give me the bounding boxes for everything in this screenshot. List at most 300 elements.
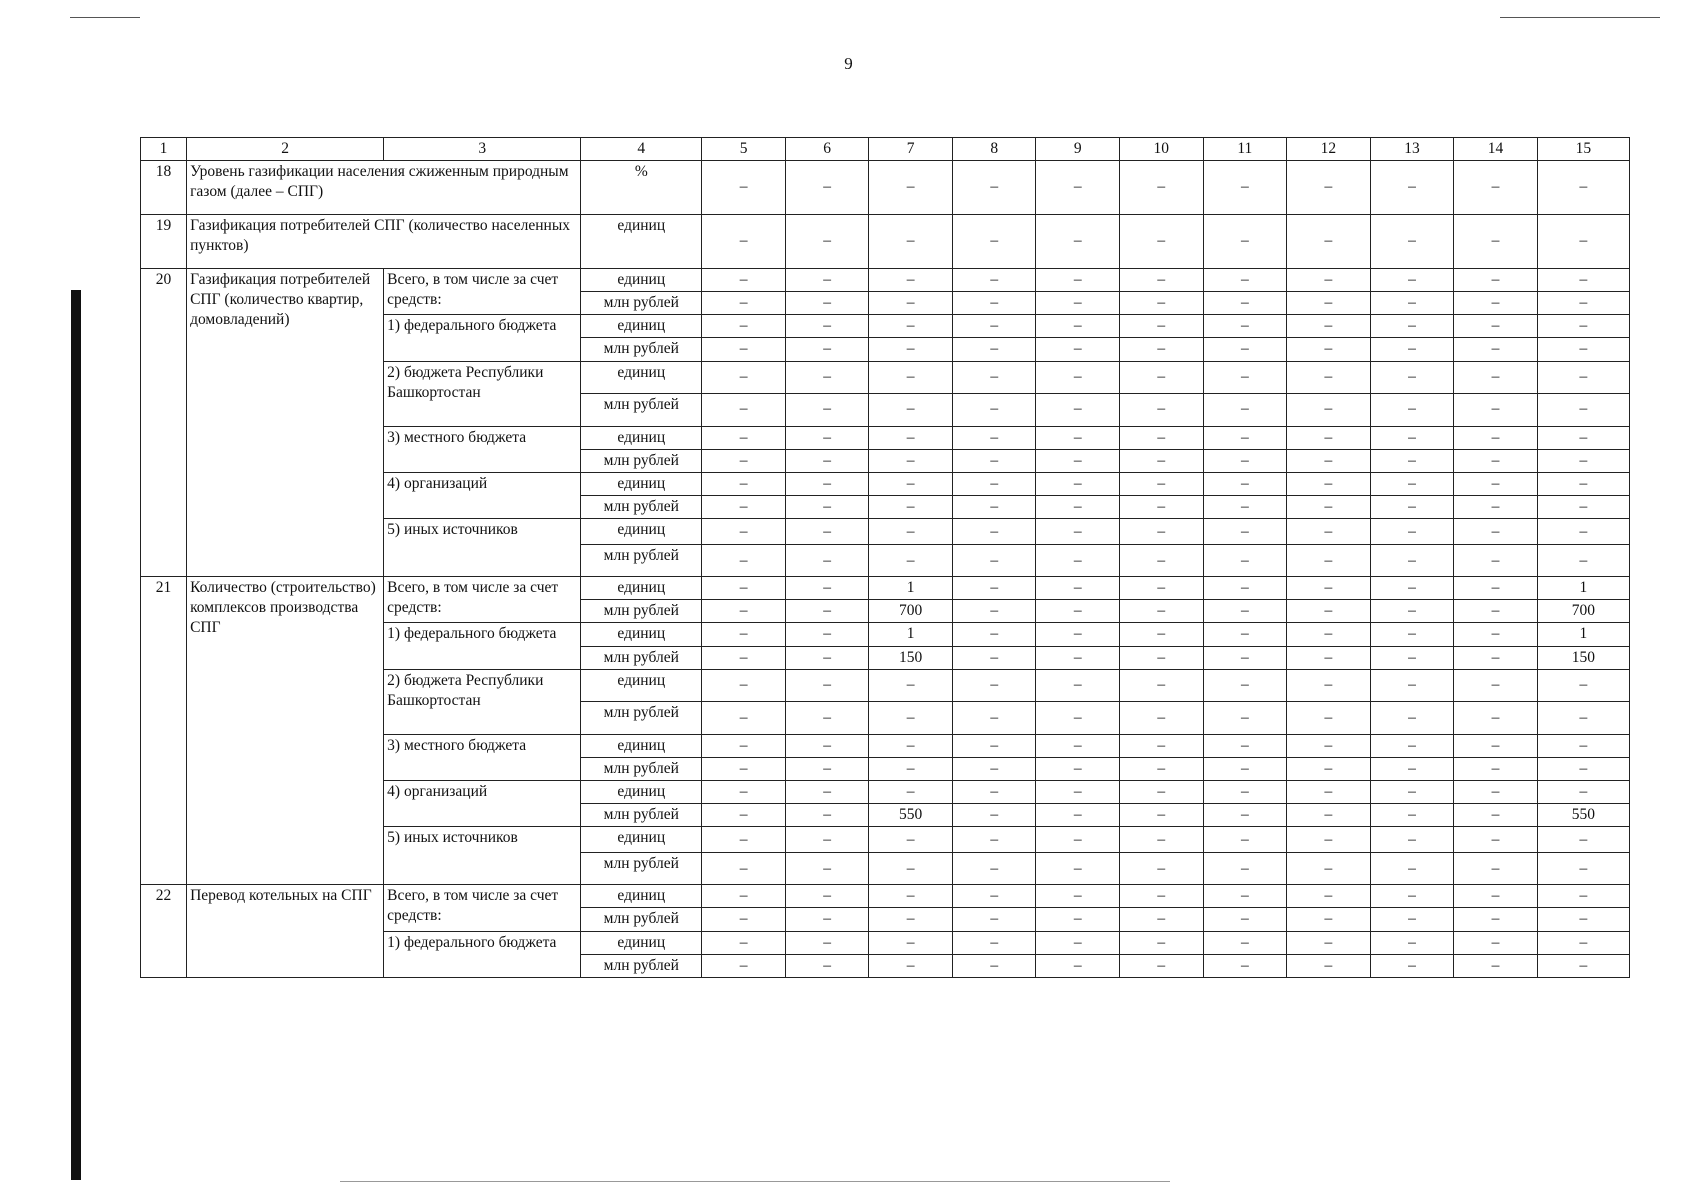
value-cell: – bbox=[1036, 853, 1120, 885]
value-cell: – bbox=[1036, 931, 1120, 954]
value-cell: – bbox=[869, 361, 953, 393]
value-cell: – bbox=[1036, 393, 1120, 426]
unit-cell: единиц bbox=[581, 215, 702, 269]
unit-cell: млн рублей bbox=[581, 292, 702, 315]
value-cell: – bbox=[869, 426, 953, 449]
value-cell: – bbox=[702, 449, 786, 472]
value-cell: – bbox=[952, 734, 1036, 757]
value-cell: – bbox=[785, 931, 869, 954]
value-cell: – bbox=[702, 269, 786, 292]
unit-cell: единиц bbox=[581, 669, 702, 701]
value-cell: – bbox=[1537, 827, 1629, 853]
funding-source: 2) бюджета Республики Башкортостан bbox=[384, 669, 581, 734]
value-cell: – bbox=[1203, 545, 1287, 577]
value-cell: 550 bbox=[869, 804, 953, 827]
column-header: 2 bbox=[187, 138, 384, 161]
value-cell: – bbox=[1454, 908, 1538, 931]
value-cell: – bbox=[1203, 646, 1287, 669]
value-cell: – bbox=[1287, 853, 1371, 885]
value-cell: – bbox=[1036, 472, 1120, 495]
value-cell: – bbox=[785, 646, 869, 669]
value-cell: – bbox=[1120, 757, 1204, 780]
value-cell: – bbox=[952, 426, 1036, 449]
value-cell: – bbox=[1120, 701, 1204, 734]
value-cell: – bbox=[702, 780, 786, 803]
value-cell: – bbox=[952, 669, 1036, 701]
column-header: 5 bbox=[702, 138, 786, 161]
indicator-table bbox=[140, 137, 1630, 978]
value-cell: – bbox=[1036, 449, 1120, 472]
unit-cell: единиц bbox=[581, 519, 702, 545]
value-cell: – bbox=[1287, 954, 1371, 977]
value-cell: 1 bbox=[1537, 623, 1629, 646]
value-cell: – bbox=[1120, 827, 1204, 853]
value-cell: – bbox=[1036, 338, 1120, 361]
value-cell: – bbox=[785, 757, 869, 780]
column-header: 4 bbox=[581, 138, 702, 161]
value-cell: – bbox=[1537, 853, 1629, 885]
value-cell: – bbox=[1537, 338, 1629, 361]
value-cell: – bbox=[1036, 757, 1120, 780]
value-cell: – bbox=[1454, 161, 1538, 215]
value-cell: – bbox=[1120, 519, 1204, 545]
value-cell: – bbox=[1036, 215, 1120, 269]
value-cell: – bbox=[1287, 780, 1371, 803]
value-cell: – bbox=[702, 315, 786, 338]
value-cell: – bbox=[702, 472, 786, 495]
value-cell: – bbox=[869, 495, 953, 518]
value-cell: – bbox=[1036, 426, 1120, 449]
value-cell: – bbox=[1537, 315, 1629, 338]
scan-artifact-line bbox=[1500, 17, 1660, 18]
value-cell: – bbox=[1036, 545, 1120, 577]
value-cell: – bbox=[702, 361, 786, 393]
value-cell: – bbox=[952, 269, 1036, 292]
value-cell: – bbox=[869, 954, 953, 977]
value-cell: – bbox=[869, 338, 953, 361]
value-cell: – bbox=[869, 215, 953, 269]
unit-cell: млн рублей bbox=[581, 545, 702, 577]
unit-cell: единиц bbox=[581, 734, 702, 757]
unit-cell: млн рублей bbox=[581, 908, 702, 931]
value-cell: – bbox=[1036, 623, 1120, 646]
row-number: 19 bbox=[141, 215, 187, 269]
value-cell: – bbox=[952, 931, 1036, 954]
value-cell: 150 bbox=[1537, 646, 1629, 669]
value-cell: – bbox=[785, 338, 869, 361]
column-header: 13 bbox=[1370, 138, 1454, 161]
value-cell: – bbox=[1120, 669, 1204, 701]
value-cell: – bbox=[1036, 292, 1120, 315]
value-cell: – bbox=[785, 853, 869, 885]
value-cell: – bbox=[1537, 780, 1629, 803]
indicator-line bbox=[141, 885, 1630, 908]
funding-source: 3) местного бюджета bbox=[384, 426, 581, 472]
value-cell: – bbox=[702, 623, 786, 646]
value-cell: – bbox=[1370, 472, 1454, 495]
value-cell: – bbox=[1370, 292, 1454, 315]
value-cell: – bbox=[1287, 600, 1371, 623]
value-cell: – bbox=[1287, 361, 1371, 393]
value-cell: – bbox=[1370, 646, 1454, 669]
value-cell: – bbox=[702, 215, 786, 269]
unit-cell: единиц bbox=[581, 426, 702, 449]
value-cell: – bbox=[1537, 393, 1629, 426]
value-cell: – bbox=[869, 292, 953, 315]
value-cell: – bbox=[952, 780, 1036, 803]
value-cell: – bbox=[1203, 315, 1287, 338]
indicator-row bbox=[141, 161, 1630, 215]
value-cell: – bbox=[1203, 931, 1287, 954]
value-cell: – bbox=[952, 338, 1036, 361]
value-cell: – bbox=[1120, 853, 1204, 885]
value-cell: – bbox=[785, 669, 869, 701]
value-cell: – bbox=[1537, 931, 1629, 954]
value-cell: – bbox=[952, 804, 1036, 827]
value-cell: – bbox=[1537, 757, 1629, 780]
row-number: 18 bbox=[141, 161, 187, 215]
unit-cell: единиц bbox=[581, 780, 702, 803]
value-cell: – bbox=[1120, 269, 1204, 292]
value-cell: – bbox=[1036, 954, 1120, 977]
unit-cell: млн рублей bbox=[581, 495, 702, 518]
value-cell: – bbox=[952, 495, 1036, 518]
value-cell: – bbox=[702, 908, 786, 931]
value-cell: – bbox=[1203, 853, 1287, 885]
value-cell: – bbox=[1370, 269, 1454, 292]
unit-cell: единиц bbox=[581, 472, 702, 495]
row-number: 21 bbox=[141, 577, 187, 885]
value-cell: – bbox=[702, 757, 786, 780]
value-cell: – bbox=[1370, 519, 1454, 545]
value-cell: – bbox=[1120, 885, 1204, 908]
value-cell: – bbox=[1370, 577, 1454, 600]
unit-cell: единиц bbox=[581, 827, 702, 853]
value-cell: – bbox=[1120, 393, 1204, 426]
value-cell: – bbox=[785, 577, 869, 600]
value-cell: – bbox=[1203, 426, 1287, 449]
value-cell: – bbox=[702, 827, 786, 853]
value-cell: – bbox=[785, 780, 869, 803]
indicator-line bbox=[141, 577, 1630, 600]
value-cell: – bbox=[1537, 908, 1629, 931]
value-cell: – bbox=[1036, 780, 1120, 803]
value-cell: – bbox=[1454, 426, 1538, 449]
value-cell: – bbox=[702, 669, 786, 701]
unit-cell: единиц bbox=[581, 315, 702, 338]
value-cell: – bbox=[785, 393, 869, 426]
value-cell: – bbox=[952, 393, 1036, 426]
value-cell: – bbox=[1036, 161, 1120, 215]
value-cell: – bbox=[1120, 954, 1204, 977]
value-cell: – bbox=[1537, 426, 1629, 449]
value-cell: – bbox=[1454, 757, 1538, 780]
value-cell: – bbox=[785, 701, 869, 734]
value-cell: – bbox=[785, 885, 869, 908]
value-cell: – bbox=[869, 734, 953, 757]
unit-cell: млн рублей bbox=[581, 853, 702, 885]
value-cell: – bbox=[1537, 519, 1629, 545]
value-cell: – bbox=[1287, 701, 1371, 734]
value-cell: – bbox=[1287, 827, 1371, 853]
value-cell: – bbox=[702, 161, 786, 215]
funding-source: Всего, в том числе за счет средств: bbox=[384, 885, 581, 931]
value-cell: – bbox=[1203, 804, 1287, 827]
value-cell: – bbox=[702, 577, 786, 600]
value-cell: – bbox=[1454, 338, 1538, 361]
value-cell: – bbox=[785, 315, 869, 338]
value-cell: – bbox=[1203, 393, 1287, 426]
value-cell: – bbox=[1036, 269, 1120, 292]
value-cell: – bbox=[1454, 495, 1538, 518]
value-cell: – bbox=[1287, 472, 1371, 495]
value-cell: – bbox=[1454, 577, 1538, 600]
unit-cell: млн рублей bbox=[581, 804, 702, 827]
value-cell: – bbox=[1454, 292, 1538, 315]
value-cell: – bbox=[785, 269, 869, 292]
column-header: 3 bbox=[384, 138, 581, 161]
value-cell: – bbox=[1537, 734, 1629, 757]
funding-source: 2) бюджета Республики Башкортостан bbox=[384, 361, 581, 426]
value-cell: – bbox=[1537, 495, 1629, 518]
value-cell: – bbox=[1454, 804, 1538, 827]
value-cell: – bbox=[1287, 885, 1371, 908]
value-cell: – bbox=[702, 292, 786, 315]
value-cell: – bbox=[1370, 701, 1454, 734]
scan-artifact-line bbox=[340, 1181, 1170, 1182]
value-cell: – bbox=[952, 623, 1036, 646]
value-cell: – bbox=[1454, 780, 1538, 803]
value-cell: – bbox=[1370, 669, 1454, 701]
value-cell: – bbox=[1203, 669, 1287, 701]
value-cell: – bbox=[1120, 215, 1204, 269]
value-cell: – bbox=[1287, 734, 1371, 757]
value-cell: – bbox=[1537, 545, 1629, 577]
value-cell: – bbox=[869, 827, 953, 853]
value-cell: – bbox=[1370, 853, 1454, 885]
value-cell: – bbox=[1120, 472, 1204, 495]
value-cell: – bbox=[702, 804, 786, 827]
value-cell: – bbox=[1454, 669, 1538, 701]
value-cell: – bbox=[1036, 315, 1120, 338]
value-cell: – bbox=[869, 780, 953, 803]
value-cell: – bbox=[1537, 292, 1629, 315]
value-cell: – bbox=[1120, 600, 1204, 623]
value-cell: – bbox=[1537, 215, 1629, 269]
value-cell: – bbox=[952, 827, 1036, 853]
value-cell: – bbox=[1370, 804, 1454, 827]
value-cell: – bbox=[1203, 885, 1287, 908]
value-cell: – bbox=[952, 519, 1036, 545]
value-cell: – bbox=[1120, 908, 1204, 931]
value-cell: – bbox=[1454, 885, 1538, 908]
value-cell: 700 bbox=[1537, 600, 1629, 623]
value-cell: – bbox=[785, 623, 869, 646]
value-cell: – bbox=[1203, 954, 1287, 977]
value-cell: – bbox=[952, 215, 1036, 269]
value-cell: – bbox=[1370, 161, 1454, 215]
value-cell: – bbox=[1370, 215, 1454, 269]
value-cell: – bbox=[869, 669, 953, 701]
indicator-name: Уровень газификации населения сжиженным природным газом (далее – СПГ) bbox=[187, 161, 581, 215]
value-cell: – bbox=[1036, 577, 1120, 600]
value-cell: – bbox=[869, 757, 953, 780]
value-cell: – bbox=[1203, 908, 1287, 931]
value-cell: – bbox=[702, 338, 786, 361]
unit-cell: единиц bbox=[581, 269, 702, 292]
value-cell: – bbox=[1454, 827, 1538, 853]
value-cell: – bbox=[869, 545, 953, 577]
value-cell: – bbox=[1370, 600, 1454, 623]
column-header: 12 bbox=[1287, 138, 1371, 161]
value-cell: – bbox=[1287, 804, 1371, 827]
value-cell: – bbox=[1454, 931, 1538, 954]
value-cell: – bbox=[1203, 780, 1287, 803]
value-cell: – bbox=[1454, 519, 1538, 545]
value-cell: – bbox=[1036, 908, 1120, 931]
value-cell: – bbox=[1537, 701, 1629, 734]
value-cell: – bbox=[1203, 757, 1287, 780]
unit-cell: млн рублей bbox=[581, 701, 702, 734]
unit-cell: млн рублей bbox=[581, 393, 702, 426]
value-cell: – bbox=[1120, 646, 1204, 669]
value-cell: – bbox=[1287, 393, 1371, 426]
value-cell: – bbox=[1287, 545, 1371, 577]
value-cell: – bbox=[952, 954, 1036, 977]
value-cell: – bbox=[1537, 269, 1629, 292]
value-cell: – bbox=[1120, 161, 1204, 215]
column-header: 9 bbox=[1036, 138, 1120, 161]
column-header: 1 bbox=[141, 138, 187, 161]
value-cell: – bbox=[702, 853, 786, 885]
indicator-name: Перевод котельных на СПГ bbox=[187, 885, 384, 978]
unit-cell: единиц bbox=[581, 885, 702, 908]
unit-cell: млн рублей bbox=[581, 646, 702, 669]
value-cell: – bbox=[952, 853, 1036, 885]
value-cell: – bbox=[1287, 577, 1371, 600]
value-cell: – bbox=[1287, 426, 1371, 449]
value-cell: – bbox=[1036, 885, 1120, 908]
value-cell: – bbox=[1370, 780, 1454, 803]
indicator-row bbox=[141, 215, 1630, 269]
value-cell: – bbox=[1370, 426, 1454, 449]
row-number: 22 bbox=[141, 885, 187, 978]
scan-artifact-line bbox=[70, 17, 140, 18]
value-cell: – bbox=[1370, 734, 1454, 757]
value-cell: – bbox=[869, 315, 953, 338]
value-cell: – bbox=[785, 472, 869, 495]
unit-cell: единиц bbox=[581, 931, 702, 954]
value-cell: – bbox=[785, 495, 869, 518]
value-cell: – bbox=[1120, 623, 1204, 646]
unit-cell: млн рублей bbox=[581, 757, 702, 780]
value-cell: – bbox=[1203, 701, 1287, 734]
indicator-line bbox=[141, 269, 1630, 292]
value-cell: – bbox=[1036, 701, 1120, 734]
column-header: 11 bbox=[1203, 138, 1287, 161]
value-cell: – bbox=[1454, 701, 1538, 734]
value-cell: – bbox=[1036, 669, 1120, 701]
value-cell: – bbox=[1120, 495, 1204, 518]
value-cell: – bbox=[1454, 954, 1538, 977]
value-cell: – bbox=[1036, 600, 1120, 623]
value-cell: – bbox=[1454, 315, 1538, 338]
value-cell: – bbox=[1203, 361, 1287, 393]
value-cell: – bbox=[1454, 215, 1538, 269]
value-cell: – bbox=[1370, 908, 1454, 931]
value-cell: – bbox=[1036, 646, 1120, 669]
value-cell: – bbox=[869, 472, 953, 495]
value-cell: – bbox=[952, 600, 1036, 623]
row-number: 20 bbox=[141, 269, 187, 577]
value-cell: – bbox=[702, 954, 786, 977]
value-cell: – bbox=[869, 449, 953, 472]
indicator-name: Количество (строительство) комплексов производства СПГ bbox=[187, 577, 384, 885]
value-cell: – bbox=[1287, 623, 1371, 646]
value-cell: – bbox=[1036, 827, 1120, 853]
value-cell: – bbox=[1537, 954, 1629, 977]
value-cell: – bbox=[1287, 338, 1371, 361]
funding-source: 4) организаций bbox=[384, 472, 581, 518]
value-cell: – bbox=[702, 885, 786, 908]
value-cell: – bbox=[1287, 669, 1371, 701]
value-cell: – bbox=[1203, 577, 1287, 600]
value-cell: – bbox=[785, 449, 869, 472]
value-cell: – bbox=[1203, 519, 1287, 545]
value-cell: – bbox=[785, 734, 869, 757]
value-cell: – bbox=[1537, 361, 1629, 393]
value-cell: – bbox=[869, 701, 953, 734]
value-cell: – bbox=[1287, 931, 1371, 954]
value-cell: – bbox=[869, 908, 953, 931]
value-cell: – bbox=[1287, 757, 1371, 780]
indicator-name: Газификация потребителей СПГ (количество квартир, домовладений) bbox=[187, 269, 384, 577]
value-cell: – bbox=[1203, 215, 1287, 269]
value-cell: – bbox=[1120, 804, 1204, 827]
value-cell: – bbox=[1203, 495, 1287, 518]
value-cell: 1 bbox=[869, 577, 953, 600]
value-cell: – bbox=[1454, 393, 1538, 426]
value-cell: – bbox=[1370, 623, 1454, 646]
value-cell: – bbox=[1370, 757, 1454, 780]
funding-source: Всего, в том числе за счет средств: bbox=[384, 577, 581, 623]
value-cell: – bbox=[785, 545, 869, 577]
unit-cell: единиц bbox=[581, 577, 702, 600]
column-header: 10 bbox=[1120, 138, 1204, 161]
value-cell: – bbox=[1120, 545, 1204, 577]
value-cell: – bbox=[1370, 449, 1454, 472]
value-cell: – bbox=[952, 646, 1036, 669]
value-cell: – bbox=[1454, 472, 1538, 495]
funding-source: 5) иных источников bbox=[384, 519, 581, 577]
value-cell: – bbox=[952, 315, 1036, 338]
value-cell: – bbox=[952, 161, 1036, 215]
column-header: 8 bbox=[952, 138, 1036, 161]
value-cell: – bbox=[785, 161, 869, 215]
value-cell: – bbox=[952, 292, 1036, 315]
value-cell: – bbox=[1287, 449, 1371, 472]
value-cell: – bbox=[1036, 734, 1120, 757]
value-cell: – bbox=[1287, 646, 1371, 669]
value-cell: – bbox=[952, 577, 1036, 600]
value-cell: – bbox=[952, 908, 1036, 931]
column-header: 14 bbox=[1454, 138, 1538, 161]
value-cell: – bbox=[1370, 361, 1454, 393]
funding-source: 1) федерального бюджета bbox=[384, 623, 581, 669]
value-cell: – bbox=[1287, 215, 1371, 269]
value-cell: – bbox=[702, 701, 786, 734]
value-cell: – bbox=[952, 757, 1036, 780]
